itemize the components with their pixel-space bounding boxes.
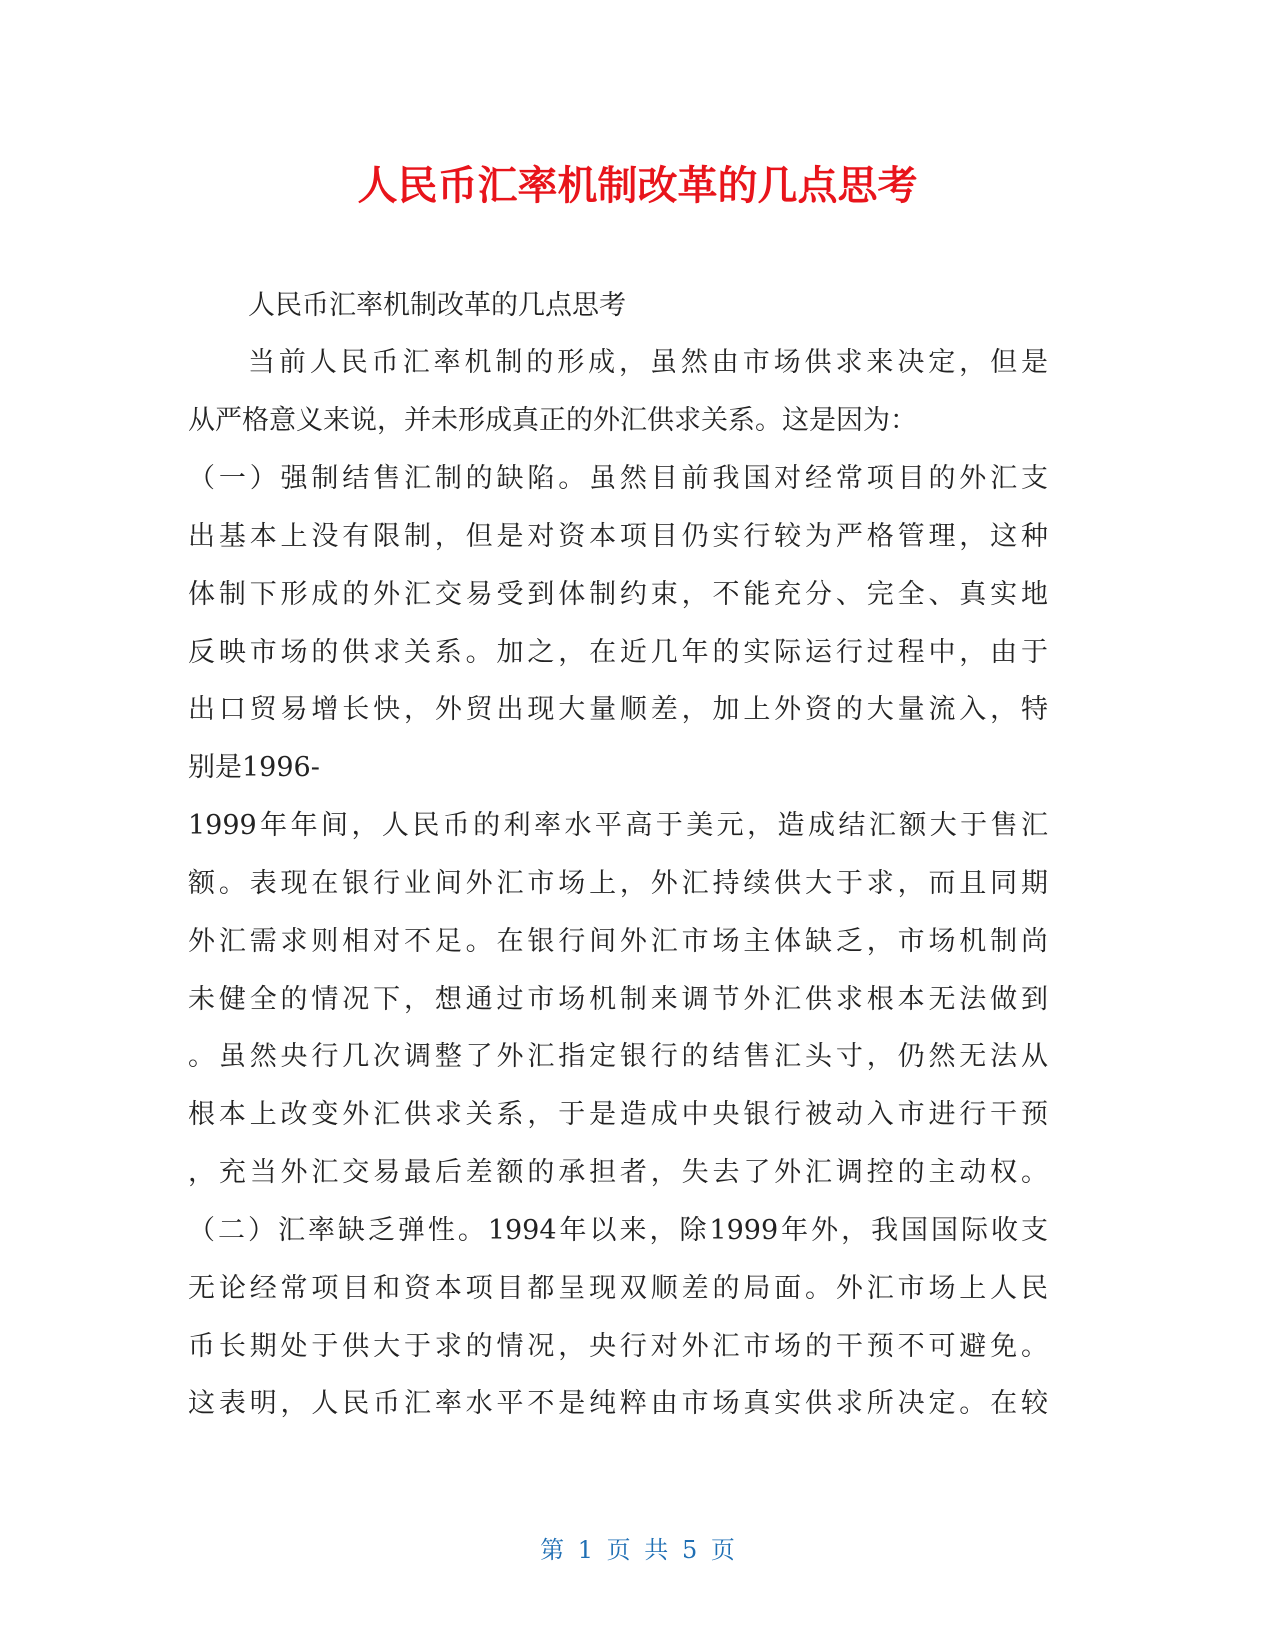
paragraph-line: 反映市场的供求关系。加之，在近几年的实际运行过程中，由于 xyxy=(188,637,1048,668)
subtitle-line: 人民币汇率机制改革的几点思考 xyxy=(248,290,626,321)
paragraph-line: 根本上改变外汇供求关系，于是造成中央银行被动入市进行干预 xyxy=(188,1099,1048,1130)
paragraph-line: 当前人民币汇率机制的形成，虽然由市场供求来决定，但是 xyxy=(248,347,1048,378)
document-title: 人民币汇率机制改革的几点思考 xyxy=(357,163,918,209)
paragraph-line: 别是1996- xyxy=(188,752,320,783)
paragraph-line: 。虽然央行几次调整了外汇指定银行的结售汇头寸，仍然无法从 xyxy=(188,1041,1048,1072)
paragraph-line: 出口贸易增长快，外贸出现大量顺差，加上外资的大量流入，特 xyxy=(188,694,1048,725)
paragraph-line: 1999年年间，人民币的利率水平高于美元，造成结汇额大于售汇 xyxy=(188,810,1048,841)
paragraph-line: 币长期处于供大于求的情况，央行对外汇市场的干预不可避免。 xyxy=(188,1331,1048,1362)
paragraph-line: （二）汇率缺乏弹性。1994年以来，除1999年外，我国国际收支 xyxy=(188,1215,1048,1246)
paragraph-line: 出基本上没有限制，但是对资本项目仍实行较为严格管理，这种 xyxy=(188,521,1048,552)
paragraph-line: 从严格意义来说，并未形成真正的外汇供求关系。这是因为： xyxy=(188,405,917,436)
paragraph-line: 额。表现在银行业间外汇市场上，外汇持续供大于求，而且同期 xyxy=(188,868,1048,899)
paragraph-line: 体制下形成的外汇交易受到体制约束，不能充分、完全、真实地 xyxy=(188,579,1048,610)
paragraph-line: 未健全的情况下，想通过市场机制来调节外汇供求根本无法做到 xyxy=(188,984,1048,1015)
paragraph-line: 无论经常项目和资本项目都呈现双顺差的局面。外汇市场上人民 xyxy=(188,1273,1048,1304)
paragraph-line: 外汇需求则相对不足。在银行间外汇市场主体缺乏，市场机制尚 xyxy=(188,926,1048,957)
page-number-footer: 第 1 页 共 5 页 xyxy=(540,1536,735,1564)
paragraph-line: ，充当外汇交易最后差额的承担者，失去了外汇调控的主动权。 xyxy=(188,1157,1048,1188)
paragraph-line: （一）强制结售汇制的缺陷。虽然目前我国对经常项目的外汇支 xyxy=(188,463,1048,494)
paragraph-line: 这表明，人民币汇率水平不是纯粹由市场真实供求所决定。在较 xyxy=(188,1388,1048,1419)
